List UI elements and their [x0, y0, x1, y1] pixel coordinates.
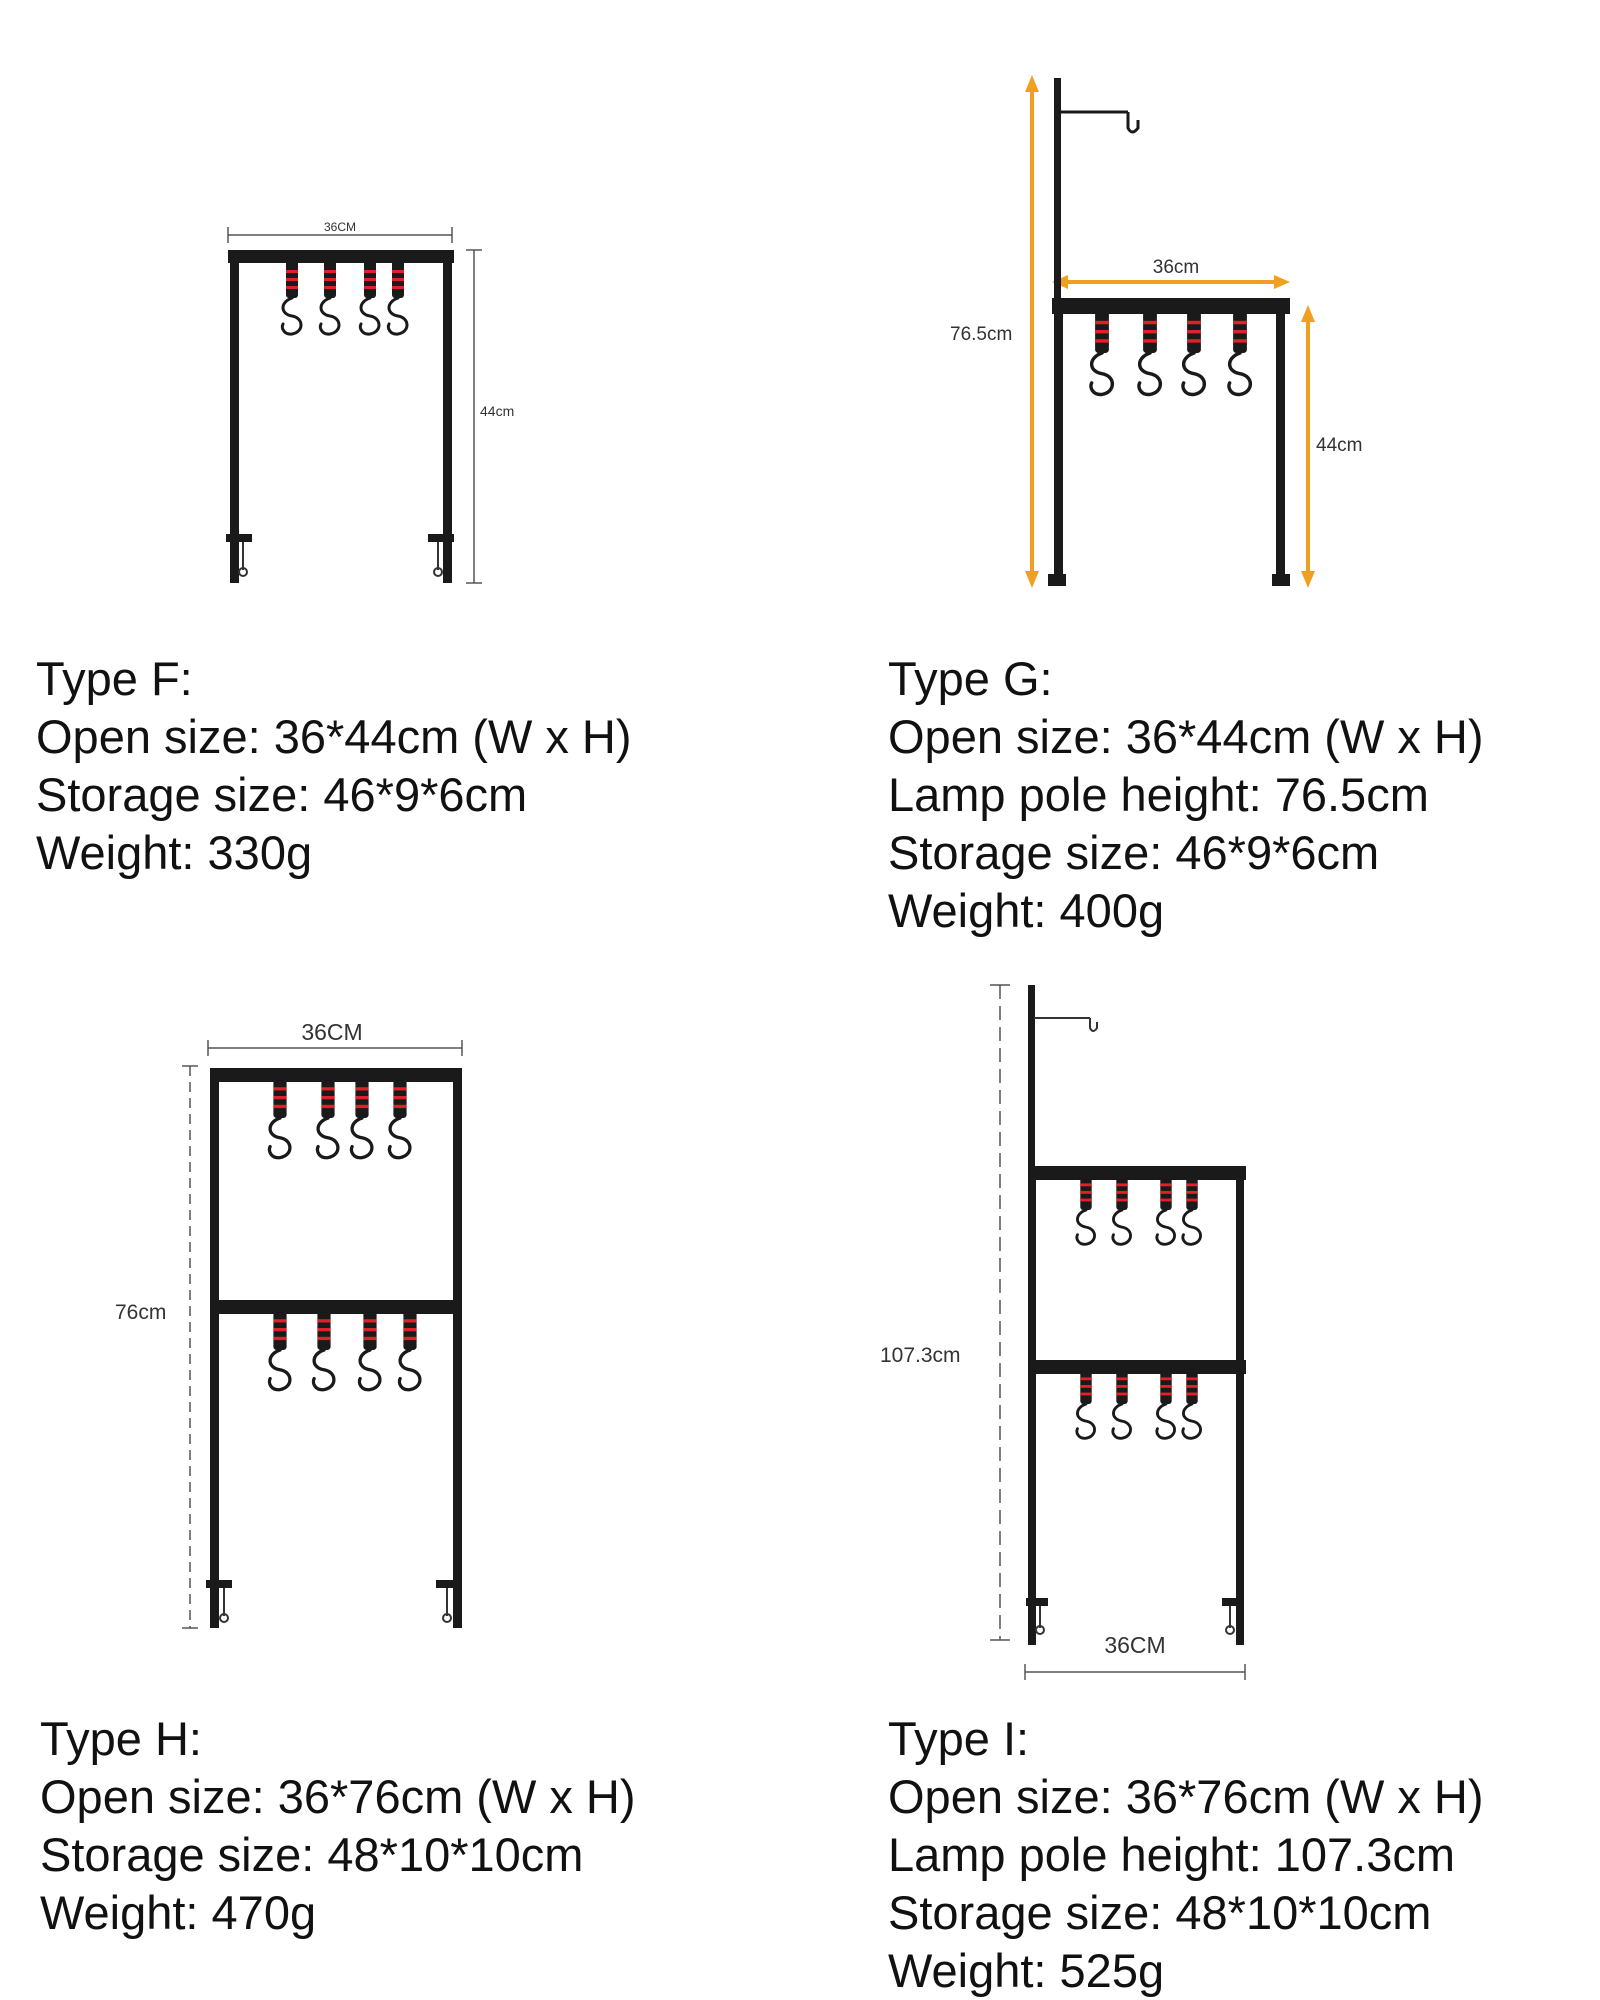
hook	[1113, 1366, 1131, 1438]
hooks-tier	[269, 1074, 409, 1158]
hook	[1157, 1172, 1175, 1244]
height-label: 44cm	[480, 403, 515, 419]
type-g-diagram	[0, 0, 1600, 620]
lamp-hook	[1060, 112, 1138, 132]
pole-height-dimension-line	[1025, 75, 1039, 588]
width-label: 36CM	[301, 1019, 363, 1045]
hook	[1077, 1172, 1095, 1244]
pole-label: 76.5cm	[950, 324, 1013, 345]
type-title: Type H:	[40, 1712, 202, 1765]
hook	[1183, 1366, 1201, 1438]
type-h-diagram	[0, 960, 800, 1660]
clamp-screws	[220, 1588, 451, 1622]
clamp-screws	[1036, 1606, 1234, 1634]
spec-open-size: Open size: 36*76cm (W x H)	[888, 1770, 1484, 1823]
spec-lamp-pole-height: Lamp pole height: 76.5cm	[888, 768, 1429, 821]
type-title: Type I:	[888, 1712, 1030, 1765]
lamp-hook	[1034, 1018, 1097, 1031]
type-h-specs	[40, 1710, 636, 1942]
width-label: 36CM	[323, 220, 357, 234]
rack-frame	[206, 1068, 462, 1628]
hook	[313, 1306, 333, 1390]
hook	[1077, 1366, 1095, 1438]
hook	[269, 1074, 289, 1158]
type-i-diagram	[800, 960, 1600, 1690]
spec-open-size: Open size: 36*44cm (W x H)	[888, 710, 1484, 763]
hooks-tier	[1091, 307, 1250, 395]
type-i-specs	[888, 1710, 1484, 2000]
hook	[1113, 1172, 1131, 1244]
spec-weight: Weight: 400g	[888, 884, 1165, 937]
hook	[1139, 307, 1160, 395]
height-dimension-line	[1301, 305, 1315, 588]
hook	[1183, 1172, 1201, 1244]
height-label: 76cm	[115, 1301, 167, 1324]
spec-storage-size: Storage size: 48*10*10cm	[888, 1886, 1432, 1939]
rack-frame	[1048, 78, 1290, 586]
pole-label: 107.3cm	[880, 1344, 961, 1367]
hook	[389, 1074, 409, 1158]
spec-weight: Weight: 330g	[36, 826, 313, 879]
spec-lamp-pole-height: Lamp pole height: 107.3cm	[888, 1828, 1455, 1881]
spec-open-size: Open size: 36*44cm (W x H)	[36, 710, 632, 763]
hook	[351, 1074, 371, 1158]
hook	[1091, 307, 1112, 395]
spec-weight: Weight: 470g	[40, 1886, 317, 1939]
width-dimension-line	[1025, 1664, 1245, 1680]
hook	[269, 1306, 289, 1390]
spec-weight: Weight: 525g	[888, 1944, 1165, 1997]
hooks-tier	[1077, 1172, 1201, 1244]
spec-storage-size: Storage size: 46*9*6cm	[36, 768, 528, 821]
hooks-tier	[269, 1306, 419, 1390]
hooks-tier	[1077, 1366, 1201, 1438]
hook	[1229, 307, 1250, 395]
hook	[359, 1306, 379, 1390]
height-dimension-line	[182, 1066, 198, 1628]
type-title: Type G:	[888, 652, 1053, 705]
spec-storage-size: Storage size: 48*10*10cm	[40, 1828, 584, 1881]
spec-open-size: Open size: 36*76cm (W x H)	[40, 1770, 636, 1823]
height-label: 44cm	[1316, 435, 1363, 456]
hook	[1157, 1366, 1175, 1438]
rack-frame	[1026, 985, 1246, 1645]
hook	[399, 1306, 419, 1390]
type-g-specs	[888, 650, 1484, 940]
pole-height-dimension-line	[990, 985, 1010, 1640]
type-title: Type F:	[36, 652, 193, 705]
hook	[317, 1074, 337, 1158]
width-label: 36cm	[1152, 257, 1200, 278]
type-f-specs	[36, 650, 632, 882]
width-label: 36CM	[1104, 1632, 1166, 1658]
hook	[1183, 307, 1204, 395]
spec-storage-size: Storage size: 46*9*6cm	[888, 826, 1380, 879]
